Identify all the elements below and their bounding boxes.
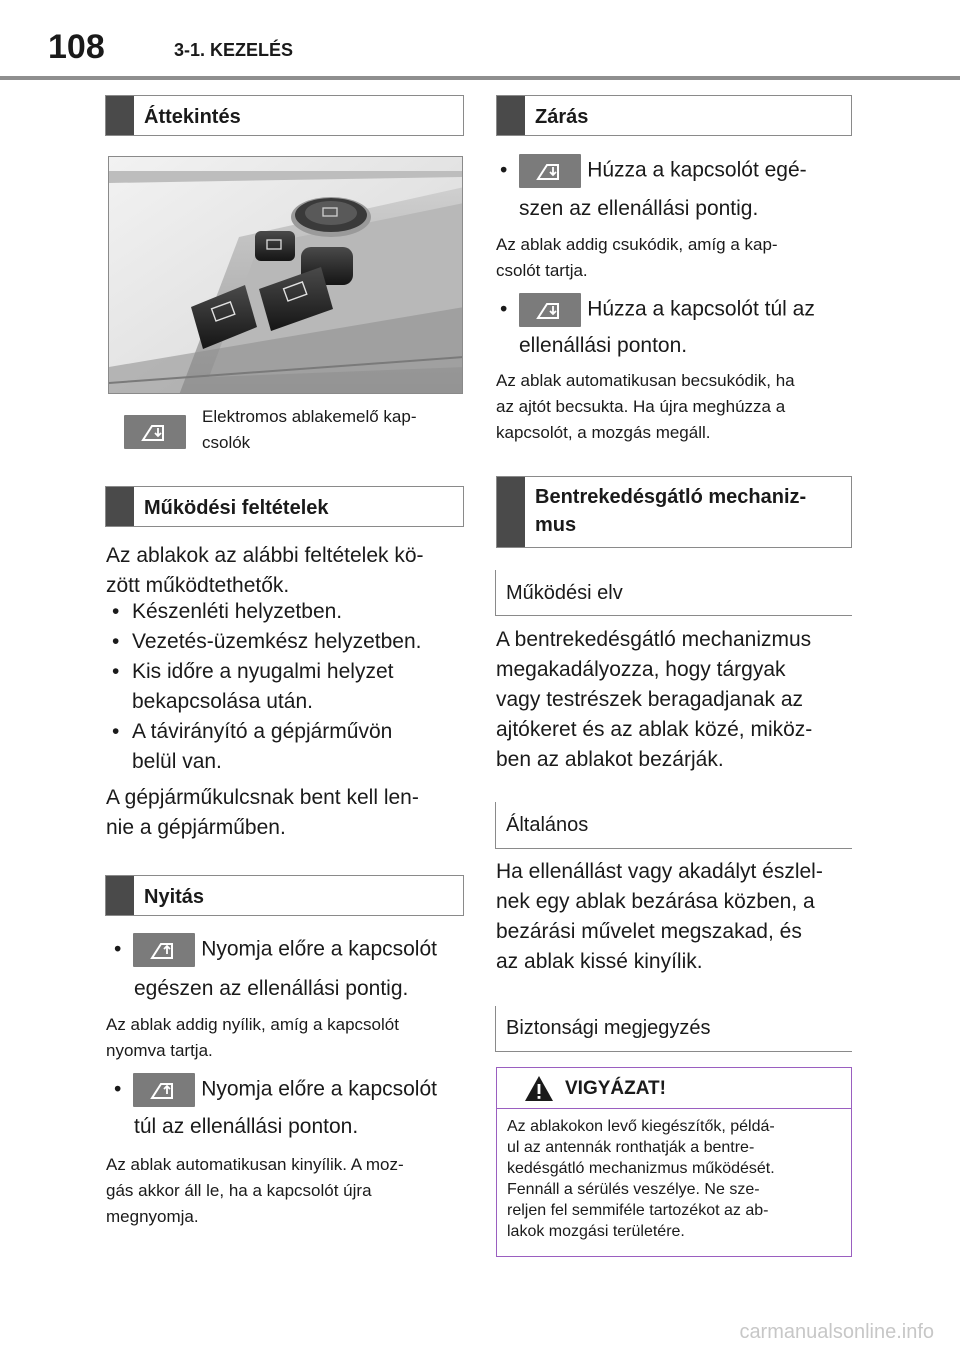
section-conditions — [105, 486, 464, 527]
section-bar — [497, 96, 525, 135]
closing-step-2-cont: ellenállási ponton. — [519, 334, 688, 357]
section-title: Nyitás — [144, 886, 205, 908]
window-switch-icon — [519, 293, 581, 327]
opening-step-2-note: Az ablak automatikusan kinyílik. A moz- gás akkor áll le, ha a kapcsolót újra megnyomja. — [106, 1155, 404, 1226]
list-item: • A távirányító a gépjárművön belül van. — [112, 720, 393, 773]
section-overview — [105, 95, 464, 136]
section-title: Zárás — [535, 106, 589, 128]
list-item: • Készenléti helyzetben. — [112, 600, 343, 623]
opening-step-1-cont: egészen az ellenállási pontig. — [134, 977, 409, 1000]
subsection-general-rule-left — [495, 802, 496, 848]
section-bar — [106, 96, 134, 135]
principle-text: A bentrekedésgátló mechanizmus megakadályozza, hogy tárgyak vagy testrészek beragadjanak az ajtókeret és az ablak közé, miköz- ben az ablakot bezárják. — [496, 628, 813, 771]
list-item: • Vezetés-üzemkész helyzetben. — [112, 630, 422, 653]
section-closing — [496, 95, 852, 136]
general-text: Ha ellenállást vagy akadályt észlel- nek egy ablak bezárása közben, a bezárási művelet megszakad, és az ablak kissé kinyílik. — [496, 860, 823, 973]
door-panel-image — [109, 157, 463, 394]
chapter-title: 3-1. KEZELÉS — [174, 40, 294, 60]
subsection-principle-heading: Működési elv — [506, 582, 623, 604]
page-number: 108 — [48, 28, 105, 66]
warning-header — [497, 1068, 851, 1109]
closing-step-2: • Húzza a kapcsolót túl az — [500, 293, 852, 327]
conditions-outro: A gépjárműkulcsnak bent kell len- nie a gépjárműben. — [106, 786, 419, 839]
section-title: Áttekintés — [144, 106, 241, 128]
window-switch-icon — [133, 1073, 195, 1107]
window-switch-photo — [108, 156, 463, 394]
section-bar — [497, 477, 525, 547]
section-bar — [106, 487, 134, 526]
caption-icon — [124, 415, 186, 449]
section-bar — [106, 876, 134, 915]
warning-triangle-icon — [524, 1075, 554, 1102]
list-item: • Kis időre a nyugalmi helyzet bekapcsolása után. — [112, 660, 394, 713]
warning-box — [496, 1067, 852, 1257]
window-switch-icon — [519, 154, 581, 188]
opening-step-2-cont: túl az ellenállási ponton. — [134, 1115, 359, 1138]
header-divider — [0, 76, 960, 80]
subsection-general-rule — [495, 848, 852, 849]
photo-caption: Elektromos ablakemelő kap- csolók — [202, 407, 417, 452]
watermark: carmanualsonline.info — [739, 1321, 934, 1343]
section-title: Bentrekedésgátló mechaniz- mus — [535, 486, 807, 536]
opening-step-2: • Nyomja előre a kapcsolót — [114, 1073, 464, 1107]
window-switch-icon — [133, 933, 195, 967]
warning-title: VIGYÁZAT! — [565, 1078, 666, 1099]
subsection-general-heading: Általános — [506, 814, 589, 836]
section-title: Működési feltételek — [144, 497, 329, 519]
closing-step-2-note: Az ablak automatikusan becsukódik, ha az ajtót becsukta. Ha újra meghúzza a kapcsolót, a mozgás megáll. — [496, 371, 795, 442]
closing-step-1: • Húzza a kapcsolót egé- — [500, 154, 852, 188]
warning-text: Az ablakokon levő kiegészítők, példá- ul az antennák ronthatják a bentre- kedésgátló mechanizmus működését. Fennáll a sérülés veszélye. Ne sze- reljen fel semmiféle tartozékot az ab- lakok mozgási területére. — [507, 1118, 775, 1240]
window-switch-icon — [124, 415, 186, 449]
section-anti-trap — [496, 476, 852, 548]
subsection-safety-rule-left — [495, 1006, 496, 1052]
subsection-principle-rule — [495, 615, 852, 616]
conditions-list — [112, 597, 464, 777]
subsection-safety-heading: Biztonsági megjegyzés — [506, 1017, 711, 1039]
conditions-intro: Az ablakok az alábbi feltételek kö- zött működtethetők. — [106, 544, 424, 597]
opening-step-1-note: Az ablak addig nyílik, amíg a kapcsolót nyomva tartja. — [106, 1015, 399, 1060]
closing-step-1-note: Az ablak addig csukódik, amíg a kap- csolót tartja. — [496, 235, 778, 280]
closing-step-1-cont: szen az ellenállási pontig. — [519, 197, 759, 220]
subsection-principle-rule-left — [495, 570, 496, 616]
subsection-safety-rule — [495, 1051, 852, 1052]
opening-step-1: • Nyomja előre a kapcsolót — [114, 933, 464, 967]
section-opening — [105, 875, 464, 916]
